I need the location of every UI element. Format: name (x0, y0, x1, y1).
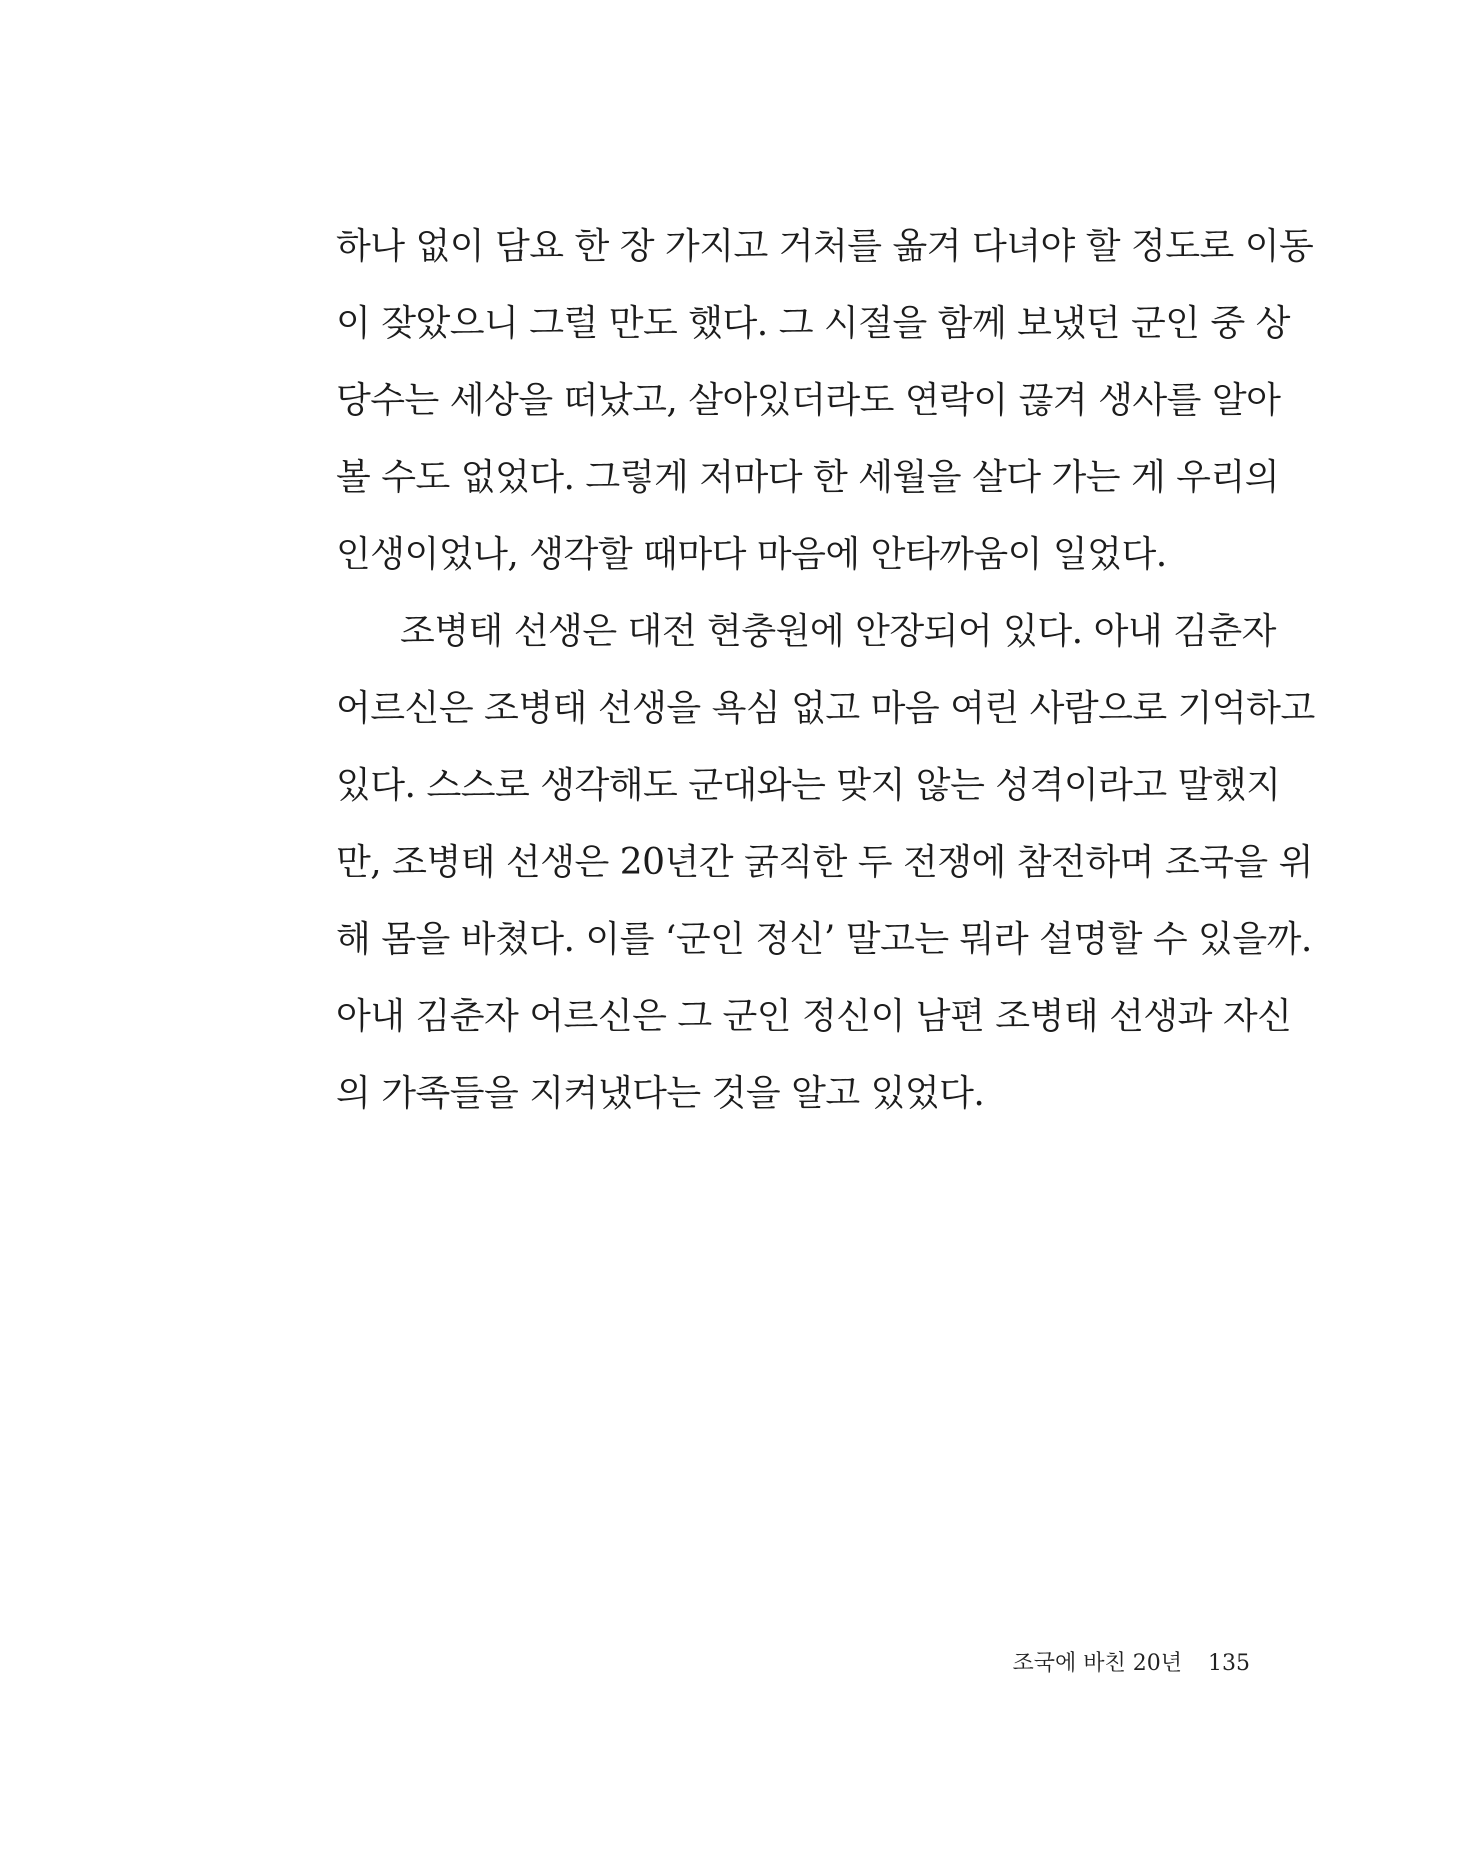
text-line: 아내 김춘자 어르신은 그 군인 정신이 남편 조병태 선생과 자신 (336, 996, 1292, 1037)
page-footer (1013, 1649, 1251, 1679)
text-line: 어르신은 조병태 선생을 욕심 없고 마음 여린 사람으로 기억하고 (336, 688, 1315, 729)
text-line: 있다. 스스로 생각해도 군대와는 맞지 않는 성격이라고 말했지 (336, 765, 1281, 806)
text-line: 만, 조병태 선생은 20년간 굵직한 두 전쟁에 참전하며 조국을 위 (336, 842, 1313, 883)
page-number: 135 (1208, 1651, 1250, 1676)
text-line: 이 잦았으니 그럴 만도 했다. 그 시절을 함께 보냈던 군인 중 상 (336, 303, 1290, 344)
text-line: 하나 없이 담요 한 장 가지고 거처를 옮겨 다녀야 할 정도로 이동 (336, 226, 1314, 267)
text-line: 인생이었나, 생각할 때마다 마음에 안타까움이 일었다. (336, 534, 1167, 575)
text-line: 의 가족들을 지켜냈다는 것을 알고 있었다. (336, 1073, 985, 1114)
text-line: 조병태 선생은 대전 현충원에 안장되어 있다. 아내 김춘자 (400, 611, 1276, 652)
running-title: 조국에 바친 20년 (1012, 1651, 1182, 1676)
text-line: 볼 수도 없었다. 그렇게 저마다 한 세월을 살다 가는 게 우리의 (336, 457, 1280, 498)
text-line: 당수는 세상을 떠났고, 살아있더라도 연락이 끊겨 생사를 알아 (336, 380, 1281, 421)
text-line: 해 몸을 바쳤다. 이를 ‘군인 정신’ 말고는 뭐라 설명할 수 있을까. (336, 919, 1312, 960)
